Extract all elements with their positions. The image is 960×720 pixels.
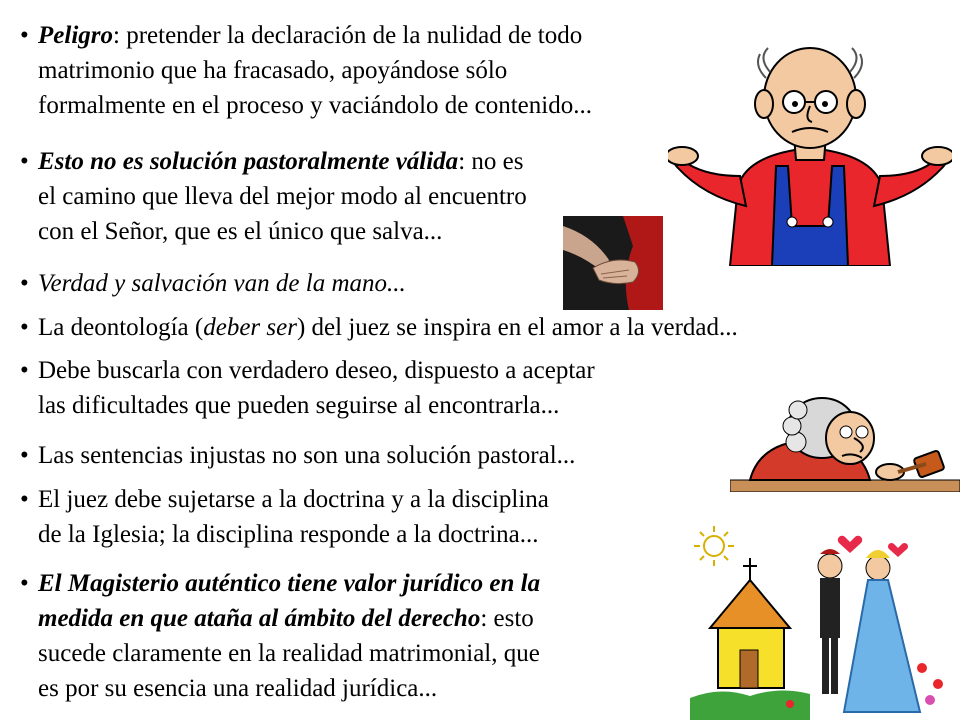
bullet-text: matrimonio que ha fracasado, apoyándose sólo — [38, 57, 508, 84]
holding-hands-image — [563, 216, 663, 310]
bullet-text: sucede claramente en la realidad matrimonial, que — [38, 640, 540, 667]
bullet-juez-doctrina — [20, 482, 549, 552]
bullet-text: La deontología ( — [38, 314, 204, 341]
bullet-text: con el Señor, que es el único que salva... — [38, 218, 443, 245]
bullet-emphasis: • El Magisterio auténtico tiene valor jurídico en la — [38, 570, 541, 597]
bullet-deontologia — [20, 310, 738, 345]
bullet-text: • El juez debe sujetarse a la doctrina y a la disciplina — [38, 486, 549, 513]
bullet-text: formalmente en el proceso y vaciándolo de contenido... — [38, 92, 592, 119]
bullet-sentencias-injustas — [20, 438, 575, 473]
bullet-magisterio — [20, 566, 540, 706]
bullet-text: : pretender la declaración de la nulidad de todo — [113, 22, 583, 49]
bullet-emphasis: Esto no es solución pastoralmente válida — [38, 148, 459, 175]
bullet-solucion-pastoral — [20, 144, 527, 249]
judge-with-gavel-image — [730, 392, 960, 492]
shrugging-old-man-image — [668, 36, 952, 266]
bullet-text: las dificultades que pueden seguirse al encontrarla... — [38, 392, 560, 419]
bullet-text: el camino que lleva del mejor modo al encuentro — [38, 183, 527, 210]
bullet-debe-buscarla — [20, 353, 595, 423]
bullet-italic: deber ser — [203, 314, 297, 341]
bullet-emphasis: medida en que ataña al ámbito del derecho — [38, 605, 481, 632]
bullet-peligro — [20, 18, 592, 123]
bullet-text: ) del juez se inspira en el amor a la verdad... — [296, 314, 738, 341]
bullet-text: : esto — [480, 605, 534, 632]
bullet-text: de la Iglesia; la disciplina responde a la doctrina... — [38, 521, 539, 548]
bullet-emphasis: Peligro — [38, 22, 113, 49]
bullet-text: • Las sentencias injustas no son una solución pastoral... — [38, 442, 576, 469]
bullet-text: • Debe buscarla con verdadero deseo, dispuesto a aceptar — [38, 357, 595, 384]
bullet-text: es por su esencia una realidad jurídica... — [38, 675, 438, 702]
bullet-text: : no es — [458, 148, 524, 175]
child-drawing-wedding-image — [690, 518, 956, 720]
bullet-verdad-salvacion — [20, 266, 406, 301]
bullet-text: • Verdad y salvación van de la mano... — [38, 270, 406, 297]
